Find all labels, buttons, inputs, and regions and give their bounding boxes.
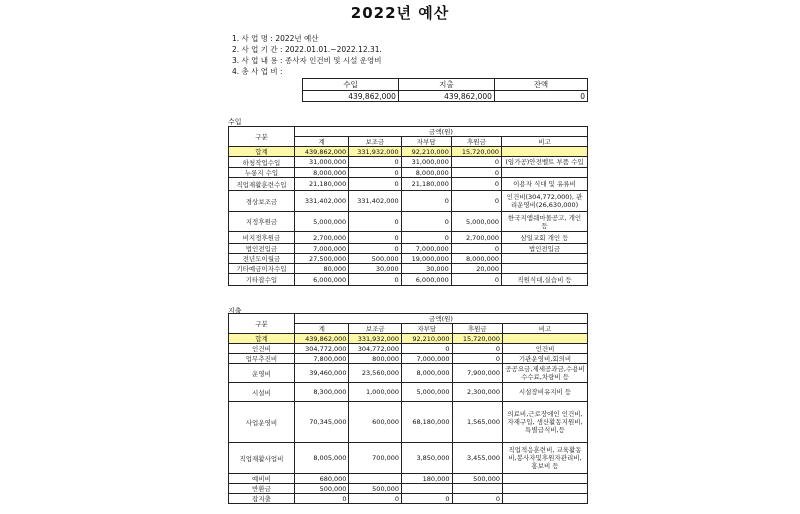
row-donation: 0 (452, 354, 502, 364)
table-row (229, 264, 588, 274)
income-section-label: 수입 (228, 118, 242, 126)
row-donation: 20,000 (451, 264, 501, 274)
row-self: 6,000,000 (401, 274, 451, 286)
row-donation: 2,300,000 (452, 383, 502, 402)
totals-header-expense: 지출 (398, 79, 494, 91)
row-total: 500,000 (294, 484, 349, 494)
income-table (228, 126, 588, 286)
row-self: 7,000,000 (401, 244, 451, 254)
table-row (229, 178, 588, 191)
row-note: 시설장비유지비 등 (503, 383, 588, 402)
table-row (229, 274, 588, 286)
row-total: 2,700,000 (294, 232, 348, 244)
row-note: 직원식대,실습비 등 (502, 274, 588, 286)
row-total: 5,000,000 (294, 212, 348, 232)
table-row (229, 212, 588, 232)
row-donation: 0 (452, 494, 502, 504)
info-line: 1. 사 업 명 : 2022년 예산 (232, 34, 319, 43)
total-col-header: 계 (294, 137, 348, 147)
row-donation: 0 (451, 178, 501, 191)
row-total: 0 (294, 494, 349, 504)
donation-col-header: 후원금 (452, 324, 502, 334)
row-subsidy: 0 (349, 178, 401, 191)
row-note: 삼일교회 개인 등 (502, 232, 588, 244)
row-self: 92,210,000 (402, 334, 452, 344)
row-category: 잡지출 (229, 494, 295, 504)
row-subsidy: 0 (349, 157, 401, 168)
info-line: 4. 총 사 업 비 : (232, 67, 283, 76)
table-row (229, 494, 588, 504)
row-note (503, 484, 588, 494)
expense-table (228, 313, 588, 504)
table-row (229, 334, 588, 344)
row-total: 8,000,000 (294, 168, 348, 178)
row-subsidy: 23,560,000 (349, 364, 402, 383)
row-subsidy: 600,000 (349, 402, 402, 443)
row-subsidy: 0 (349, 168, 401, 178)
row-total: 39,460,000 (294, 364, 349, 383)
row-note: 의료비,근로장애인 인건비, 자재구입, 생산활동지원비, 특별급식비,등 (503, 402, 588, 443)
row-self: 0 (401, 232, 451, 244)
row-note: 한국지엠쉐마몰공고, 개인 등 (502, 212, 588, 232)
row-self (402, 484, 452, 494)
row-self: 5,000,000 (402, 383, 452, 402)
row-subsidy: 0 (349, 494, 402, 504)
project-info (232, 33, 382, 77)
row-total: 8,300,000 (294, 383, 349, 402)
row-donation: 7,900,000 (452, 364, 502, 383)
row-total: 80,000 (294, 264, 348, 274)
row-category: 직업재활사업비 (229, 443, 295, 474)
row-donation: 15,720,000 (452, 334, 502, 344)
row-category: 반환금 (229, 484, 295, 494)
info-line: 3. 사 업 내 용 : 종사자 인건비 및 시설 운영비 (232, 56, 382, 65)
row-total: 7,800,000 (294, 354, 349, 364)
note-col-header: 비고 (503, 324, 588, 334)
row-category: 비지정후원금 (229, 232, 295, 244)
row-category: 하청작업수입 (229, 157, 295, 168)
row-category: 시설비 (229, 383, 295, 402)
row-self: 21,180,000 (401, 178, 451, 191)
row-total: 6,000,000 (294, 274, 348, 286)
row-donation: 8,000,000 (451, 254, 501, 264)
row-total: 439,862,000 (294, 147, 348, 157)
row-donation: 0 (451, 191, 501, 212)
total-col-header: 계 (294, 324, 349, 334)
row-note: 직업적응훈련비, 교육활동비,봉사자및후원자관리비, 홍보비 등 (503, 443, 588, 474)
row-category: 업무추진비 (229, 354, 295, 364)
totals-header-income: 수입 (303, 79, 399, 91)
row-category: 경상보조금 (229, 191, 295, 212)
row-total: 8,005,000 (294, 443, 349, 474)
row-subsidy: 30,000 (349, 264, 401, 274)
row-subsidy: 0 (349, 212, 401, 232)
row-self: 8,000,000 (402, 364, 452, 383)
row-subsidy: 331,932,000 (349, 334, 402, 344)
row-note: 인건비 (503, 344, 588, 354)
row-category: 전년도이월금 (229, 254, 295, 264)
subsidy-col-header: 보조금 (349, 324, 402, 334)
row-self: 92,210,000 (401, 147, 451, 157)
row-self: 3,850,000 (402, 443, 452, 474)
row-category: 누룽지 수입 (229, 168, 295, 178)
row-self: 8,000,000 (401, 168, 451, 178)
table-row (229, 191, 588, 212)
row-donation: 0 (451, 274, 501, 286)
row-self: 180,000 (402, 474, 452, 484)
table-row (229, 402, 588, 443)
category-header: 구분 (229, 127, 295, 147)
row-subsidy: 0 (349, 244, 401, 254)
row-category: 운영비 (229, 364, 295, 383)
row-note: 공공요금,제세공과금,수용비 수수료,차량비 등 (503, 364, 588, 383)
row-donation: 2,700,000 (451, 232, 501, 244)
row-self: 31,000,000 (401, 157, 451, 168)
row-self: 68,180,000 (402, 402, 452, 443)
row-total: 680,000 (294, 474, 349, 484)
self-col-header: 자부담 (401, 137, 451, 147)
row-category: 지정후원금 (229, 212, 295, 232)
row-donation: 15,720,000 (451, 147, 501, 157)
row-category: 인건비 (229, 344, 295, 354)
row-total: 304,772,000 (294, 344, 349, 354)
row-subsidy: 0 (349, 274, 401, 286)
row-subsidy: 800,000 (349, 354, 402, 364)
row-note (502, 264, 588, 274)
row-subsidy: 500,000 (349, 484, 402, 494)
table-row (229, 344, 588, 354)
row-self: 0 (402, 344, 452, 354)
table-row (229, 354, 588, 364)
row-self: 0 (402, 494, 452, 504)
category-header: 구분 (229, 314, 295, 334)
row-category: 합계 (229, 334, 295, 344)
row-donation (452, 484, 502, 494)
row-subsidy (349, 474, 402, 484)
row-note: 법인전입금 (502, 244, 588, 254)
row-note: 기관운영비,회의비 (503, 354, 588, 364)
row-total: 7,000,000 (294, 244, 348, 254)
table-row (229, 443, 588, 474)
row-subsidy: 0 (349, 232, 401, 244)
self-col-header: 자부담 (402, 324, 452, 334)
row-donation: 0 (452, 344, 502, 354)
row-category: 기타예금이자수입 (229, 264, 295, 274)
totals-balance-value: 0 (494, 91, 587, 102)
row-note (502, 254, 588, 264)
table-row (229, 244, 588, 254)
row-category: 직업재활훈련수입 (229, 178, 295, 191)
table-row (229, 168, 588, 178)
table-row (229, 147, 588, 157)
row-total: 31,000,000 (294, 157, 348, 168)
row-note (502, 147, 588, 157)
row-subsidy: 331,932,000 (349, 147, 401, 157)
row-donation: 0 (451, 157, 501, 168)
totals-income-value: 439,862,000 (303, 91, 399, 102)
row-donation: 500,000 (452, 474, 502, 484)
row-donation: 0 (451, 244, 501, 254)
row-donation: 1,565,000 (452, 402, 502, 443)
table-row (229, 383, 588, 402)
row-subsidy: 700,000 (349, 443, 402, 474)
row-note (503, 334, 588, 344)
table-row (229, 254, 588, 264)
table-row (229, 364, 588, 383)
row-note (502, 168, 588, 178)
totals-table (302, 78, 588, 102)
row-donation: 0 (451, 168, 501, 178)
row-category: 법인전입금 (229, 244, 295, 254)
row-note (503, 494, 588, 504)
row-subsidy: 304,772,000 (349, 344, 402, 354)
row-note: 이용자 식대 및 유류비 (502, 178, 588, 191)
row-self: 0 (401, 212, 451, 232)
row-total: 70,345,000 (294, 402, 349, 443)
row-category: 합계 (229, 147, 295, 157)
row-subsidy: 500,000 (349, 254, 401, 264)
info-line: 2. 사 업 기 간 : 2022.01.01.~2022.12.31. (232, 45, 382, 54)
row-total: 27,500,000 (294, 254, 348, 264)
donation-col-header: 후원금 (451, 137, 501, 147)
table-row (229, 484, 588, 494)
row-category: 예비비 (229, 474, 295, 484)
totals-expense-value: 439,862,000 (398, 91, 494, 102)
row-category: 사업운영비 (229, 402, 295, 443)
row-donation: 5,000,000 (451, 212, 501, 232)
note-col-header: 비고 (502, 137, 588, 147)
row-note (503, 474, 588, 484)
row-note: (임가공)안전벨트 부품 수입 (502, 157, 588, 168)
row-note: 인건비(304,772,000), 관리운영비(26,630,000) (502, 191, 588, 212)
subsidy-col-header: 보조금 (349, 137, 401, 147)
table-row (229, 157, 588, 168)
row-self: 19,000,000 (401, 254, 451, 264)
row-subsidy: 331,402,000 (349, 191, 401, 212)
totals-header-balance: 잔액 (494, 79, 587, 91)
expense-section-label: 지출 (228, 307, 242, 315)
amount-header: 금액(원) (294, 127, 587, 137)
row-category: 기타잡수입 (229, 274, 295, 286)
document-title: 2022년 예산 (350, 4, 450, 22)
row-subsidy: 1,000,000 (349, 383, 402, 402)
table-row (229, 474, 588, 484)
row-total: 439,862,000 (294, 334, 349, 344)
row-total: 21,180,000 (294, 178, 348, 191)
table-row (229, 232, 588, 244)
row-self: 7,000,000 (402, 354, 452, 364)
row-donation: 3,455,000 (452, 443, 502, 474)
row-self: 0 (401, 191, 451, 212)
amount-header: 금액(원) (294, 314, 587, 324)
row-total: 331,402,000 (294, 191, 348, 212)
row-self: 30,000 (401, 264, 451, 274)
